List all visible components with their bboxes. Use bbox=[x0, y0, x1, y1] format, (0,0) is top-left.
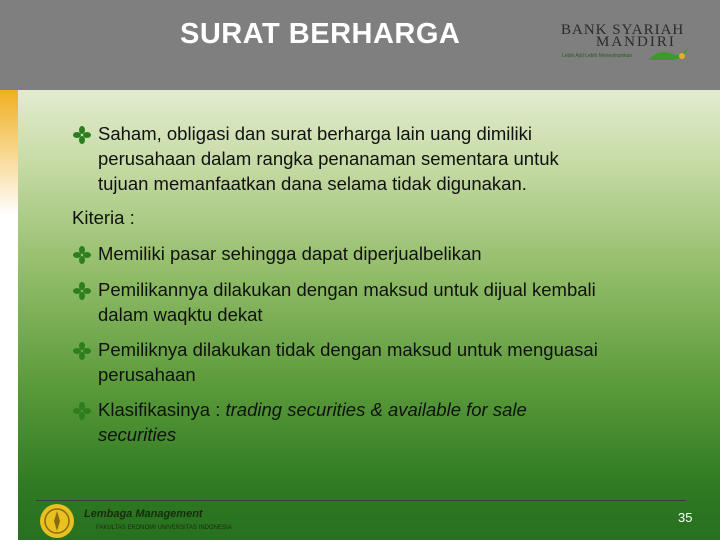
diamond-bullet-icon bbox=[72, 125, 92, 145]
bullet1-line2: perusahaan dalam rangka penanaman sementara untuk bbox=[98, 148, 559, 169]
bullet4-line2: perusahaan bbox=[98, 364, 196, 385]
bullet5-prefix: Klasifikasinya : bbox=[98, 399, 226, 420]
bullet5-line1 bbox=[98, 398, 527, 423]
slide-title: SURAT BERHARGA bbox=[180, 18, 461, 50]
bullet1-line1: Saham, obligasi dan surat berharga lain uang dimiliki bbox=[98, 123, 532, 144]
bank-logo-tagline: Lebih Adil Lebih Menentramkan bbox=[562, 53, 633, 59]
bullet2-line1: Memiliki pasar sehingga dapat diperjualbelikan bbox=[98, 243, 482, 264]
bullet5-italic1: trading securities & available for sale bbox=[225, 399, 527, 420]
bullet1-line3: tujuan memanfaatkan dana selama tidak digunakan. bbox=[98, 173, 527, 194]
diamond-bullet-icon bbox=[72, 245, 92, 265]
bank-logo-line1: BANK SYARIAH bbox=[561, 22, 685, 38]
bullet5-line2: securities bbox=[98, 424, 177, 445]
bullet3-line2: dalam waqktu dekat bbox=[98, 304, 263, 325]
bullet3-line1: Pemilikannya dilakukan dengan maksud untuk dijual kembali bbox=[98, 279, 596, 300]
left-accent-strip bbox=[0, 90, 18, 540]
diamond-bullet-icon bbox=[72, 401, 92, 421]
page-number: 35 bbox=[678, 510, 693, 525]
diamond-bullet-icon bbox=[72, 281, 92, 301]
footer-org-name: Lembaga Management bbox=[84, 508, 203, 520]
bank-logo-line2: MANDIRI bbox=[596, 34, 676, 50]
footer-org-sub: FAKULTAS EKONOMI UNIVERSITAS INDONESIA bbox=[96, 525, 232, 531]
diamond-bullet-icon bbox=[72, 341, 92, 361]
footer-divider bbox=[36, 500, 686, 501]
leaf-icon bbox=[646, 46, 690, 62]
bullet4-line1: Pemiliknya dilakukan tidak dengan maksud untuk menguasai bbox=[98, 339, 598, 360]
header-bar bbox=[0, 0, 720, 90]
kiteria-heading: Kiteria : bbox=[72, 207, 135, 228]
emblem-icon bbox=[38, 503, 76, 539]
bank-logo bbox=[556, 22, 692, 66]
